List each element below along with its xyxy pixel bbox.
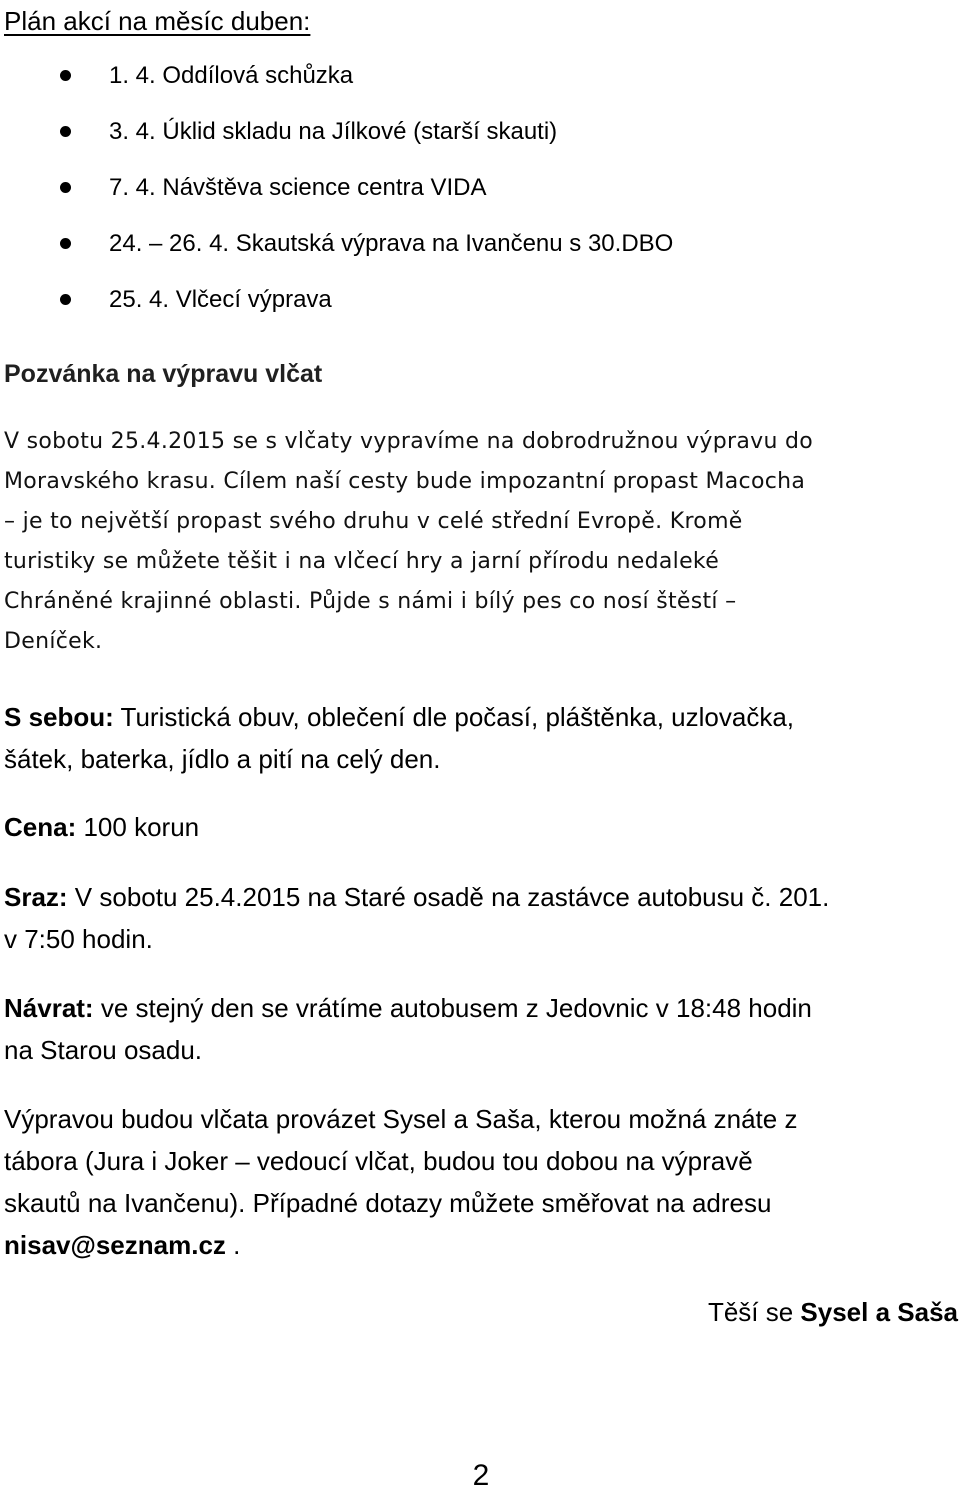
plan-heading: Plán akcí na měsíc duben:	[4, 6, 311, 36]
price-label: Cena:	[4, 812, 77, 842]
price-section	[4, 806, 960, 848]
signature	[708, 1291, 958, 1333]
bring-text-continued: šátek, baterka, jídlo a pití na celý den.	[4, 744, 441, 774]
invitation-line: Deníček.	[4, 629, 103, 654]
event-text: 1. 4. Oddílová schůzka	[109, 62, 354, 89]
bring-label: S sebou:	[4, 702, 114, 732]
invitation-line: Chráněné krajinné oblasti. Půjde s námi i bílý pes co nosí štěstí –	[4, 589, 737, 614]
bullet-icon	[60, 294, 71, 305]
closing-paragraph	[4, 1098, 960, 1266]
bring-text: Turistická obuv, oblečení dle počasí, pláštěnka, uzlovačka,	[113, 702, 795, 732]
closing-line: skautů na Ivančenu). Případné dotazy můžete směřovat na adresu	[4, 1188, 772, 1218]
invitation-line: V sobotu 25.4.2015 se s vlčaty vypravíme na dobrodružnou výpravu do	[4, 429, 814, 454]
meeting-label: Sraz:	[4, 882, 68, 912]
bullet-icon	[60, 238, 71, 249]
bullet-icon	[60, 70, 71, 81]
bullet-icon	[60, 126, 71, 137]
return-label: Návrat:	[4, 993, 94, 1023]
bullet-icon	[60, 182, 71, 193]
return-text: ve stejný den se vrátíme autobusem z Jedovnic v 18:48 hodin	[93, 993, 812, 1023]
signature-prefix: Těší se	[707, 1297, 801, 1327]
invitation-line: turistiky se můžete těšit i na vlčecí hry a jarní přírodu nedaleké	[4, 549, 720, 574]
invitation-paragraph	[4, 422, 960, 662]
page-number: 2	[472, 1459, 490, 1492]
return-section	[4, 987, 960, 1071]
event-text: 3. 4. Úklid skladu na Jílkové (starší skauti)	[109, 118, 558, 145]
signature-names: Sysel a Saša	[800, 1297, 958, 1327]
bring-section	[4, 696, 960, 780]
closing-line: tábora (Jura i Joker – vedoucí vlčat, budou tou dobou na výpravě	[4, 1146, 753, 1176]
email-suffix: .	[225, 1230, 241, 1260]
invitation-title: Pozvánka na výpravu vlčat	[4, 360, 323, 388]
invitation-line: Moravského krasu. Cílem naší cesty bude impozantní propast Macocha	[4, 469, 806, 494]
meeting-text: V sobotu 25.4.2015 na Staré osadě na zastávce autobusu č. 201.	[67, 882, 830, 912]
event-text: 7. 4. Návštěva science centra VIDA	[109, 174, 487, 201]
event-text: 25. 4. Vlčecí výprava	[109, 286, 332, 313]
meeting-text-continued: v 7:50 hodin.	[4, 924, 153, 954]
event-text: 24. – 26. 4. Skautská výprava na Ivančenu s 30.DBO	[109, 230, 674, 257]
price-value: 100 korun	[76, 812, 200, 842]
return-text-continued: na Starou osadu.	[4, 1035, 203, 1065]
closing-line: Výpravou budou vlčata provázet Sysel a Saša, kterou možná znáte z	[4, 1104, 798, 1134]
contact-email[interactable]: nisav@seznam.cz	[4, 1230, 226, 1260]
invitation-line: – je to největší propast svého druhu v celé střední Evropě. Kromě	[4, 509, 743, 534]
meeting-section	[4, 876, 960, 960]
